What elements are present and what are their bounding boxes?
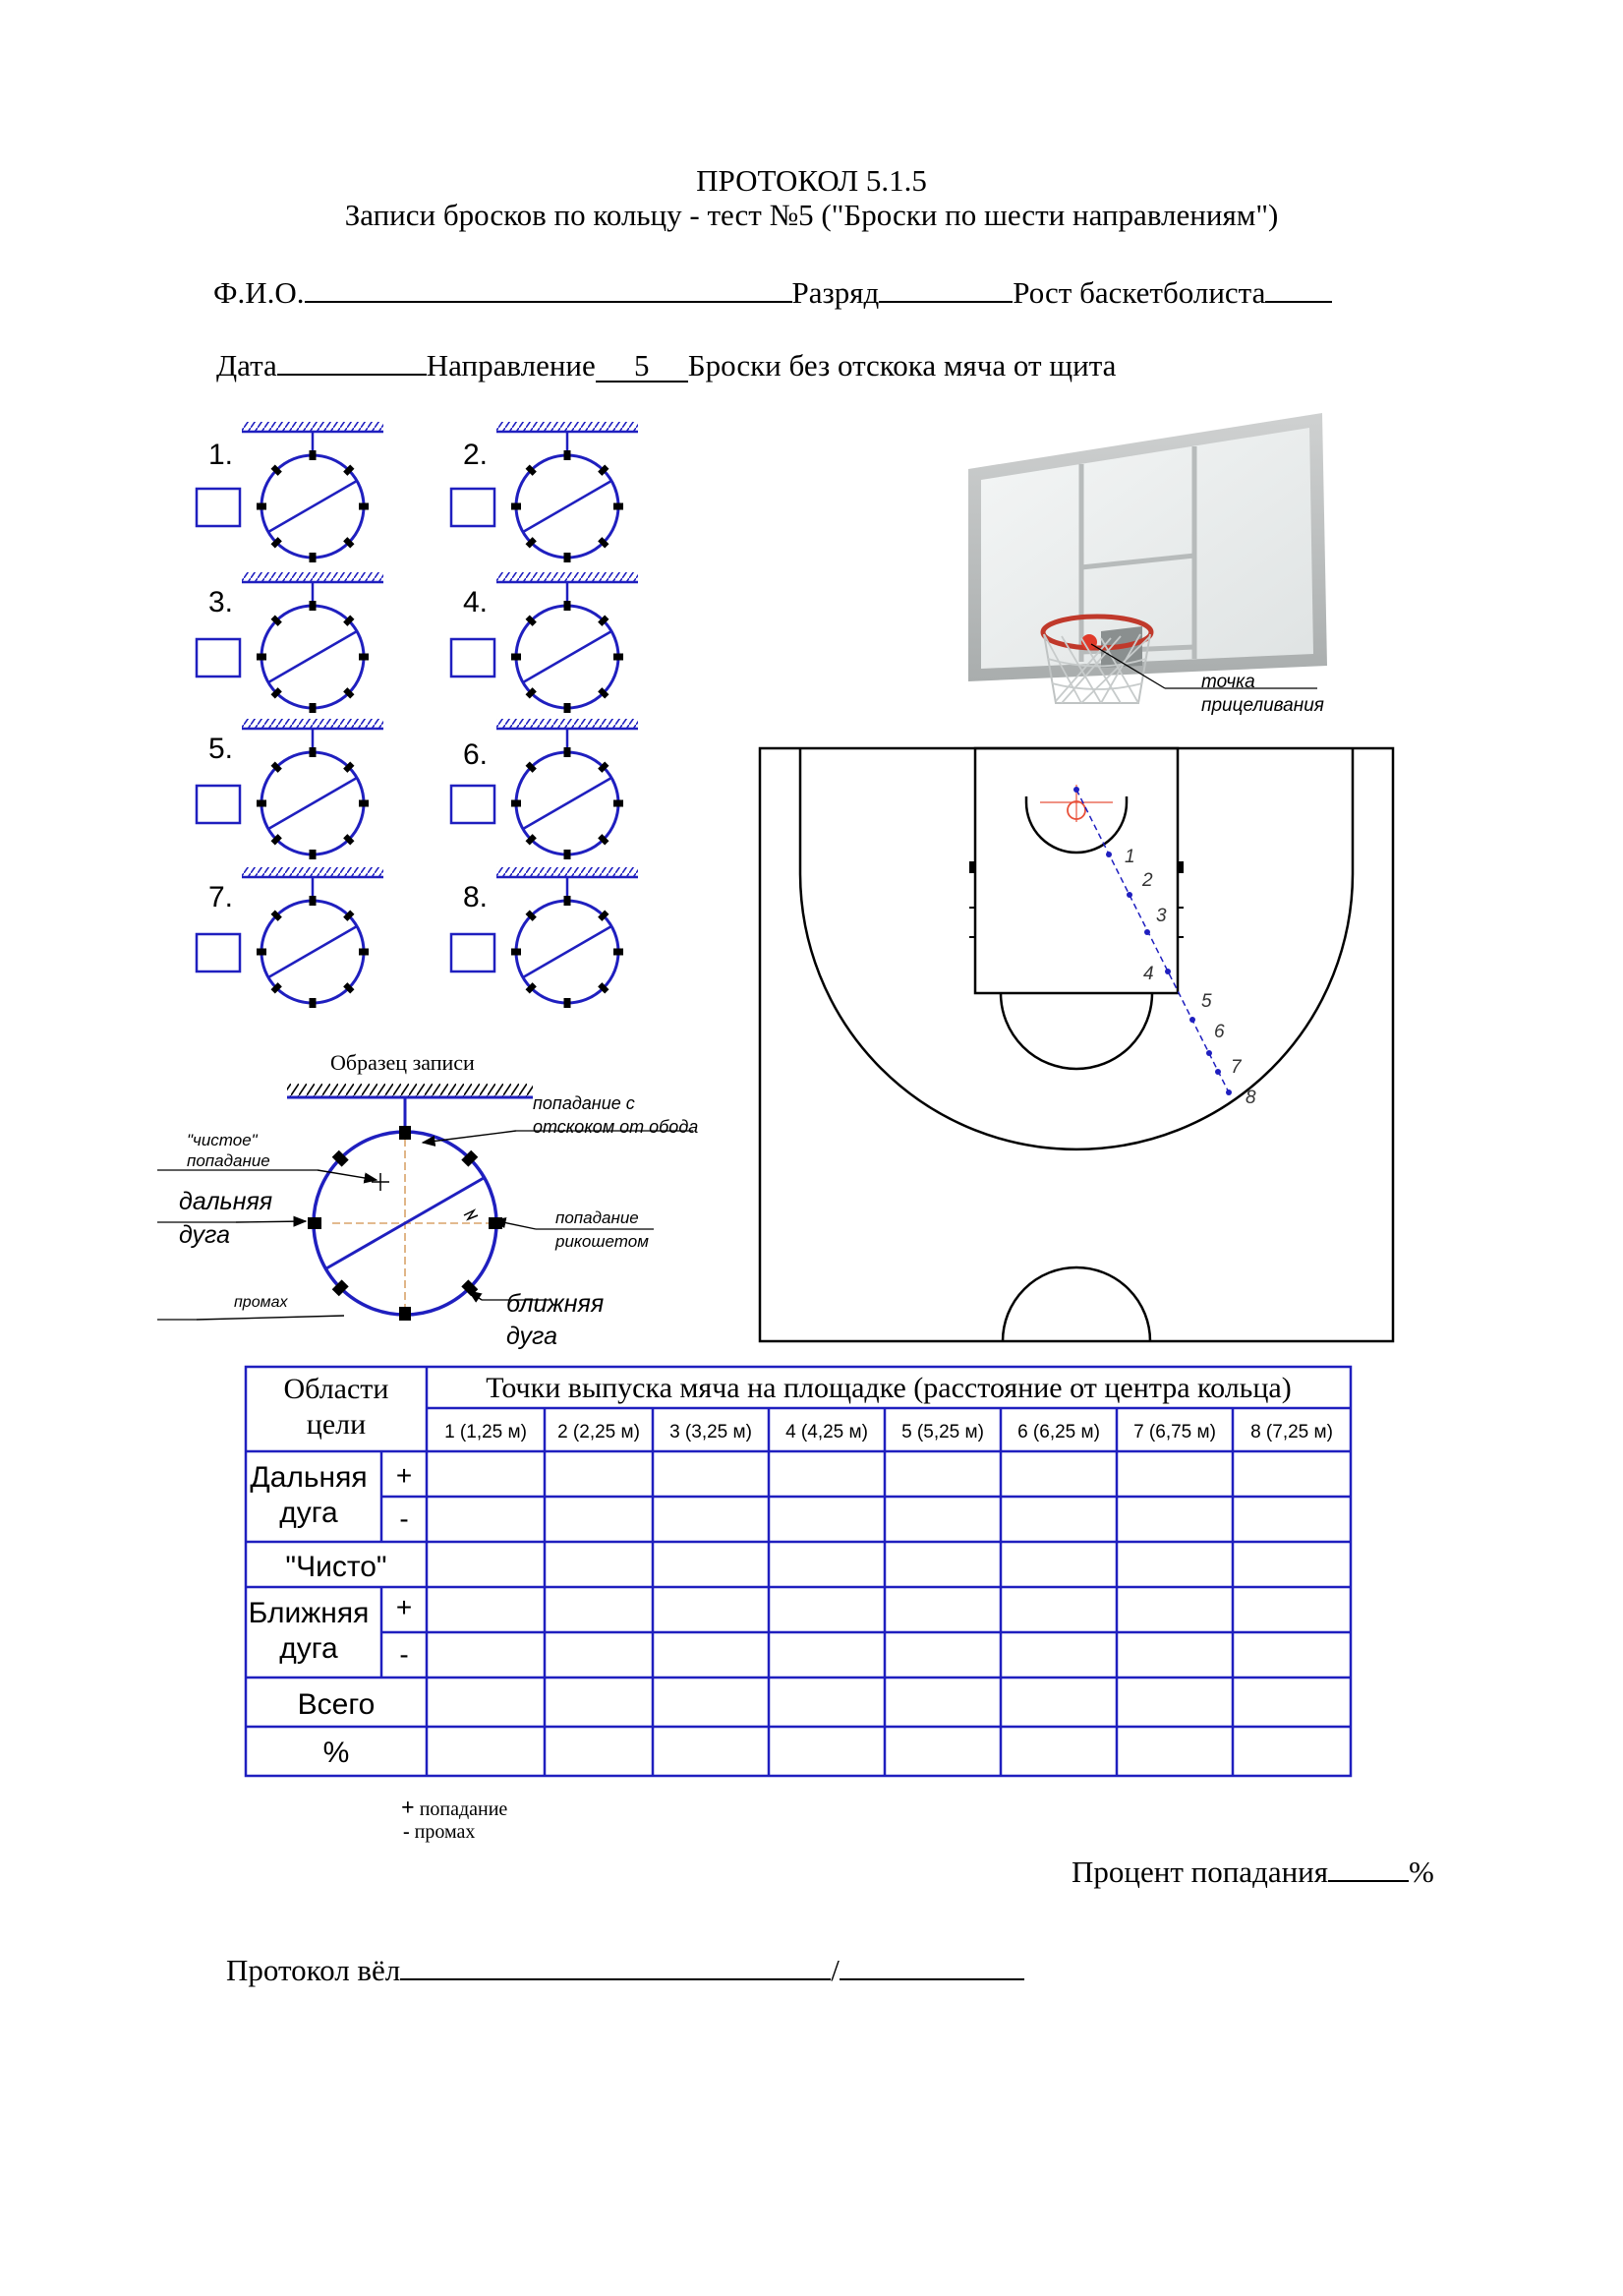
page-title: ПРОТОКОЛ 5.1.5 [696,163,927,198]
court-point-2: 2 [1142,870,1153,891]
row-far-arc-plus: + [395,1460,413,1491]
rim-7 [242,867,383,1008]
table-header-left-1: Области [283,1373,389,1405]
hit-percent-suffix: % [1409,1854,1434,1889]
rim-3-box[interactable] [197,639,240,677]
legend-plus-text: попадание [419,1798,508,1820]
fio-label: Ф.И.О. [213,275,305,310]
rank-label: Разряд [791,275,880,310]
protocol-by-signature-field[interactable] [840,1978,1024,1980]
rim-label-1: 1. [208,439,234,471]
court-point-7: 7 [1231,1057,1242,1078]
court-point-3: 3 [1156,906,1167,926]
sample-far-arc-2: дуга [179,1221,230,1249]
protocol-by-line [226,1955,1024,1985]
rim-7-box[interactable] [197,934,240,971]
legend-miss [403,1821,475,1844]
sample-far-arc-1: дальняя [179,1188,273,1215]
rim-8 [496,867,638,1008]
protocol-by-separator: / [831,1953,840,1987]
rim-5 [242,719,383,859]
sample-near-arc-1: ближняя [506,1290,605,1318]
sample-near-arc-2: дуга [506,1323,557,1350]
table-col-7: 7 (6,75 м) [1133,1422,1216,1442]
row-percent: % [322,1737,350,1769]
fio-field[interactable] [305,301,792,303]
court-point-1: 1 [1125,847,1135,867]
table-col-3: 3 (3,25 м) [669,1422,752,1442]
rim-label-7: 7. [208,881,234,913]
rim-6-box[interactable] [451,786,494,823]
direction-label: Направление [426,348,596,383]
row-far-arc-1: Дальняя [250,1461,368,1494]
table-col-6: 6 (6,25 м) [1017,1422,1100,1442]
rim-label-6: 6. [463,738,489,771]
height-label: Рост баскетболиста [1013,275,1266,310]
rim-label-3: 3. [208,586,234,618]
rim-4-box[interactable] [451,639,494,677]
sample-clean-hit-2: попадание [187,1151,270,1170]
rim-2-box[interactable] [451,489,494,526]
rim-6 [496,719,638,859]
protocol-by-name-field[interactable] [400,1978,831,1980]
height-field[interactable] [1265,301,1332,303]
rim-2 [496,422,638,562]
table-col-8: 8 (7,25 м) [1250,1422,1333,1442]
row-near-arc-minus: - [399,1639,409,1670]
legend-minus-text: промах [414,1821,476,1843]
date-label: Дата [216,348,277,383]
row-clean: "Чисто" [285,1551,387,1583]
row-near-arc-1: Ближняя [248,1597,370,1629]
date-field[interactable] [277,374,427,376]
row-total: Всего [297,1688,376,1721]
rim-label-8: 8. [463,881,489,913]
hit-percent-line [1072,1856,1434,1887]
rank-field[interactable] [879,301,1013,303]
rim-3 [242,572,383,713]
court-point-6: 6 [1214,1022,1225,1042]
legend-minus-symbol: - [403,1821,410,1843]
rim-diagrams [187,418,659,1028]
backboard-illustration [954,408,1347,733]
rim-1 [242,422,383,562]
table-col-1: 1 (1,25 м) [444,1422,527,1442]
sample-clean-hit-1: "чистое" [187,1131,258,1149]
form-line-2 [216,350,1116,383]
court-point-4: 4 [1143,964,1154,984]
sample-ricochet-1: попадание [555,1208,639,1227]
table-col-5: 5 (5,25 м) [901,1422,984,1442]
table-col-4: 4 (4,25 м) [785,1422,868,1442]
rim-1-box[interactable] [197,489,240,526]
sample-miss: промах [234,1294,288,1311]
table-col-2: 2 (2,25 м) [557,1422,640,1442]
rim-label-5: 5. [208,733,234,765]
table-header-left-2: цели [306,1408,367,1441]
aim-point-label-1: точка [1201,672,1255,692]
throw-type: Броски без отскока мяча от щита [687,348,1117,383]
rim-8-box[interactable] [451,934,494,971]
protocol-by-label: Протокол вёл [226,1953,401,1987]
row-near-arc-plus: + [395,1592,413,1622]
form-line-1 [213,277,1332,308]
row-near-arc-2: дуга [279,1632,338,1665]
sample-rim-bounce-1: попадание с [533,1093,635,1113]
aim-point-label-2: прицеливания [1201,695,1324,716]
rim-5-box[interactable] [197,786,240,823]
results-table [244,1365,1355,1790]
court-diagram [757,745,1396,1345]
row-far-arc-minus: - [399,1503,409,1534]
rim-label-4: 4. [463,586,489,618]
rim-4 [496,572,638,713]
row-far-arc-2: дуга [279,1497,338,1529]
legend-plus-symbol: + [401,1796,415,1821]
court-point-5: 5 [1201,991,1212,1012]
hit-percent-label: Процент попадания [1072,1854,1329,1889]
table-header-main: Точки выпуска мяча на площадке (расстояние от центра кольца) [486,1372,1292,1404]
page-subtitle: Записи бросков по кольцу - тест №5 ("Броски по шести направлениям") [344,198,1279,232]
rim-label-2: 2. [463,439,489,471]
sample-title: Образец записи [330,1050,475,1075]
legend-hit [401,1796,507,1822]
hit-percent-field[interactable] [1328,1880,1409,1882]
direction-field[interactable]: 5 [596,350,688,383]
sample-rim-bounce-2: отскоком от обода [533,1117,699,1137]
sample-ricochet-2: рикошетом [555,1232,649,1251]
court-point-8: 8 [1246,1088,1256,1108]
